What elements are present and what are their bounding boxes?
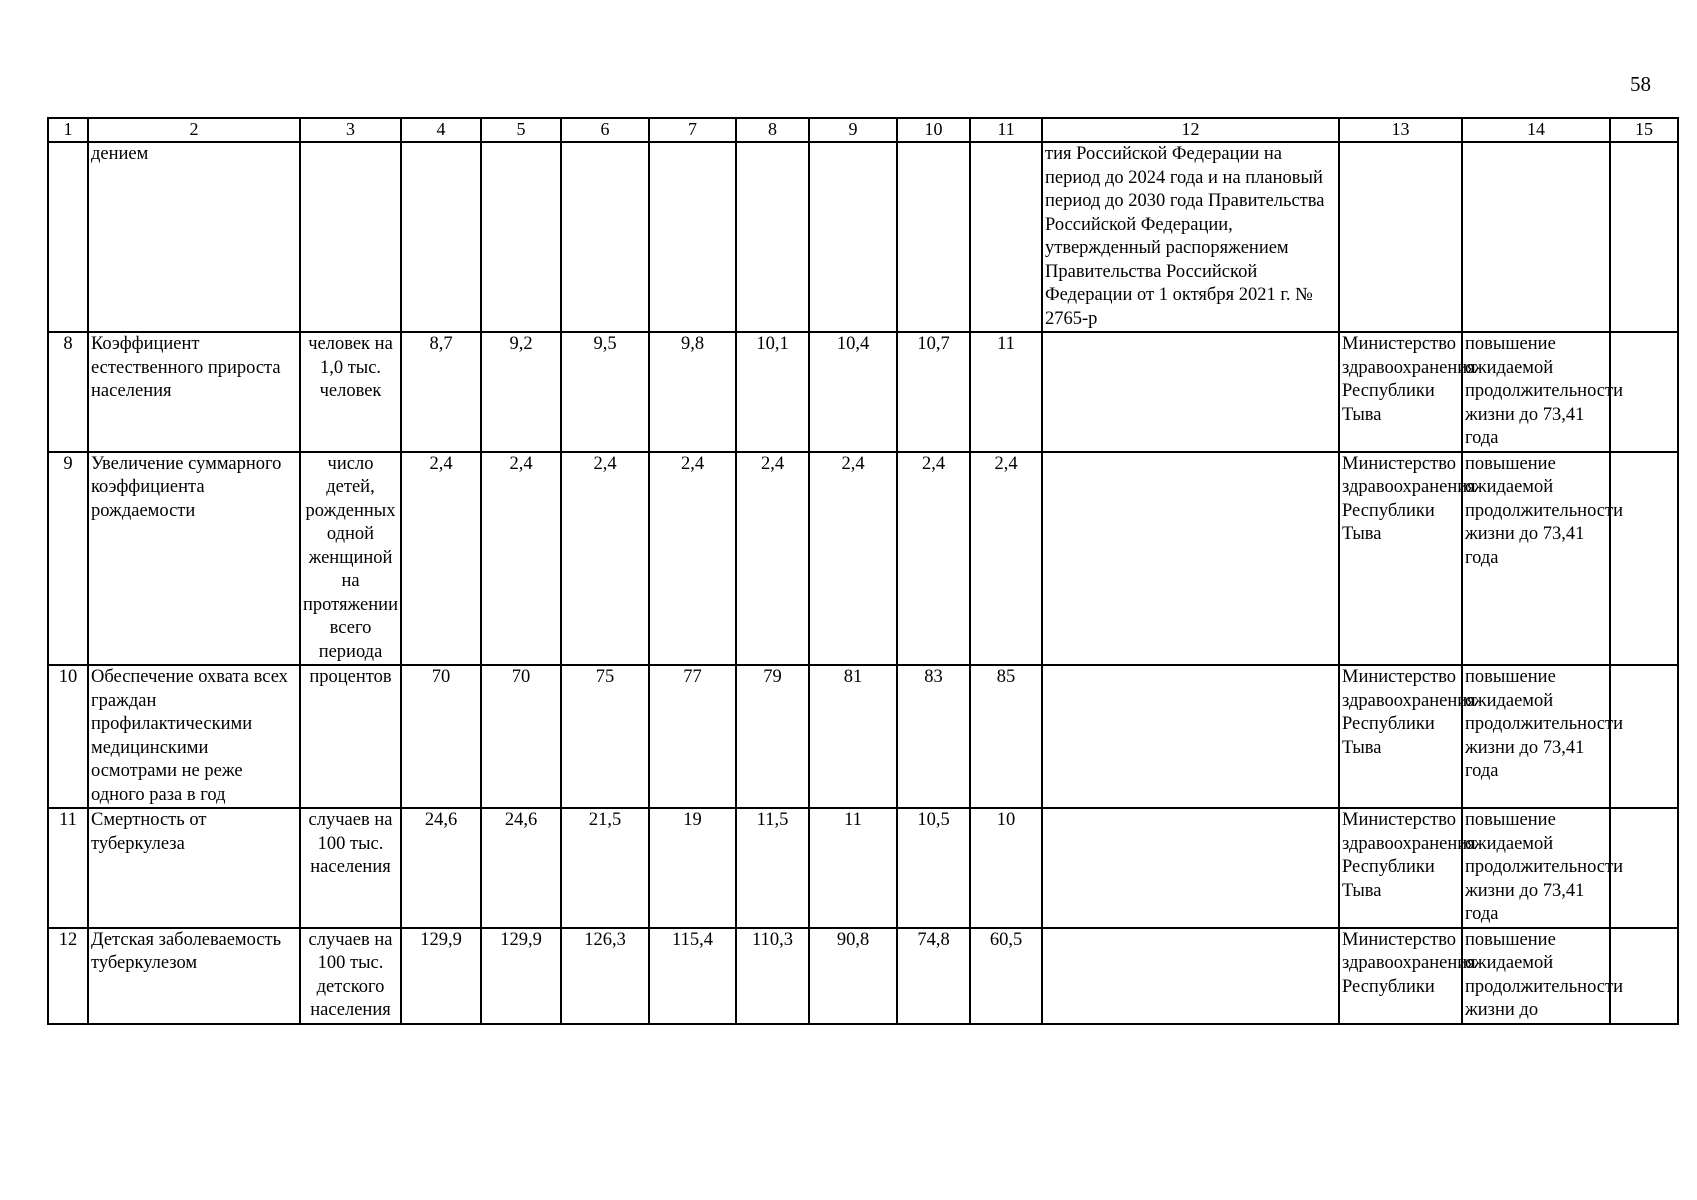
legal-basis [1042,452,1339,666]
value-col-7: 77 [649,665,736,808]
value-col-10: 10,5 [897,808,970,928]
page-number: 58 [1630,72,1651,96]
value-col-6: 126,3 [561,928,649,1024]
value-col-5: 2,4 [481,452,561,666]
value-col-7: 2,4 [649,452,736,666]
column-number: 11 [970,118,1042,142]
legal-basis [1042,332,1339,452]
value-col-11: 11 [970,332,1042,452]
indicator-name: Смертность от туберкулеза [88,808,300,928]
responsible-body: Министерство здравоохранения Республики [1339,928,1462,1024]
value-col-4: 129,9 [401,928,481,1024]
table-row [48,665,1678,808]
column-15 [1610,142,1678,332]
value-col-7: 19 [649,808,736,928]
value-col-8: 11,5 [736,808,809,928]
unit: число детей, рожденных одной женщиной на протяжении всего периода [300,452,401,666]
value-col-6: 75 [561,665,649,808]
value-col-6: 9,5 [561,332,649,452]
column-15 [1610,928,1678,1024]
legal-basis [1042,808,1339,928]
table-row [48,332,1678,452]
column-number: 4 [401,118,481,142]
value-col-10: 83 [897,665,970,808]
table-row [48,142,1678,332]
unit: случаев на 100 тыс. населения [300,808,401,928]
row-number: 11 [48,808,88,928]
value-col-6: 2,4 [561,452,649,666]
value-col-4 [401,142,481,332]
expected-result: повышение ожидаемой продолжительности жизни до 73,41 года [1462,452,1610,666]
value-col-9: 2,4 [809,452,897,666]
column-number: 13 [1339,118,1462,142]
column-number: 15 [1610,118,1678,142]
value-col-10: 10,7 [897,332,970,452]
value-col-9: 11 [809,808,897,928]
value-col-4: 70 [401,665,481,808]
value-col-10: 74,8 [897,928,970,1024]
responsible-body: Министерство здравоохранения Республики Тыва [1339,452,1462,666]
indicator-name: дением [88,142,300,332]
value-col-4: 2,4 [401,452,481,666]
legal-basis [1042,665,1339,808]
expected-result: повышение ожидаемой продолжительности жизни до 73,41 года [1462,808,1610,928]
expected-result: повышение ожидаемой продолжительности жизни до [1462,928,1610,1024]
value-col-8: 2,4 [736,452,809,666]
column-number: 7 [649,118,736,142]
expected-result: повышение ожидаемой продолжительности жизни до 73,41 года [1462,332,1610,452]
legal-basis [1042,928,1339,1024]
table-row [48,928,1678,1024]
value-col-8: 10,1 [736,332,809,452]
value-col-11: 60,5 [970,928,1042,1024]
row-number: 8 [48,332,88,452]
column-number: 6 [561,118,649,142]
unit: человек на 1,0 тыс. человек [300,332,401,452]
unit: процентов [300,665,401,808]
value-col-6: 21,5 [561,808,649,928]
expected-result: повышение ожидаемой продолжительности жизни до 73,41 года [1462,665,1610,808]
responsible-body: Министерство здравоохранения Республики Тыва [1339,665,1462,808]
value-col-4: 8,7 [401,332,481,452]
column-number: 2 [88,118,300,142]
column-15 [1610,452,1678,666]
value-col-5: 9,2 [481,332,561,452]
value-col-10 [897,142,970,332]
responsible-body: Министерство здравоохранения Республики Тыва [1339,332,1462,452]
value-col-9: 81 [809,665,897,808]
column-number: 9 [809,118,897,142]
value-col-11: 85 [970,665,1042,808]
expected-result [1462,142,1610,332]
value-col-7 [649,142,736,332]
legal-basis: тия Российской Федерации на период до 2024 года и на плановый период до 2030 года Правительства Российской Федерации, утвержденный распоряжением Правительства Российской Федерации от 1 октября 2021 г. № 2765-р [1042,142,1339,332]
unit: случаев на 100 тыс. детского населения [300,928,401,1024]
indicator-name: Обеспечение охвата всех граждан профилактическими медицинскими осмотрами не реже одного раза в год [88,665,300,808]
row-number: 12 [48,928,88,1024]
column-number: 10 [897,118,970,142]
value-col-4: 24,6 [401,808,481,928]
unit [300,142,401,332]
indicator-name: Коэффициент естественного прироста населения [88,332,300,452]
column-number: 5 [481,118,561,142]
value-col-10: 2,4 [897,452,970,666]
row-number: 10 [48,665,88,808]
responsible-body: Министерство здравоохранения Республики Тыва [1339,808,1462,928]
column-number-row [48,118,1678,142]
table-row [48,452,1678,666]
value-col-8: 110,3 [736,928,809,1024]
table-row [48,808,1678,928]
indicator-table [47,117,1679,1025]
value-col-8: 79 [736,665,809,808]
value-col-5 [481,142,561,332]
value-col-9: 90,8 [809,928,897,1024]
column-number: 1 [48,118,88,142]
value-col-5: 24,6 [481,808,561,928]
column-15 [1610,665,1678,808]
row-number [48,142,88,332]
value-col-9 [809,142,897,332]
row-number: 9 [48,452,88,666]
column-number: 14 [1462,118,1610,142]
indicator-name: Увеличение суммарного коэффициента рождаемости [88,452,300,666]
value-col-7: 9,8 [649,332,736,452]
value-col-9: 10,4 [809,332,897,452]
value-col-11 [970,142,1042,332]
column-number: 3 [300,118,401,142]
responsible-body [1339,142,1462,332]
column-number: 12 [1042,118,1339,142]
indicator-name: Детская заболеваемость туберкулезом [88,928,300,1024]
column-number: 8 [736,118,809,142]
value-col-5: 70 [481,665,561,808]
value-col-11: 10 [970,808,1042,928]
value-col-6 [561,142,649,332]
value-col-5: 129,9 [481,928,561,1024]
value-col-11: 2,4 [970,452,1042,666]
value-col-8 [736,142,809,332]
value-col-7: 115,4 [649,928,736,1024]
